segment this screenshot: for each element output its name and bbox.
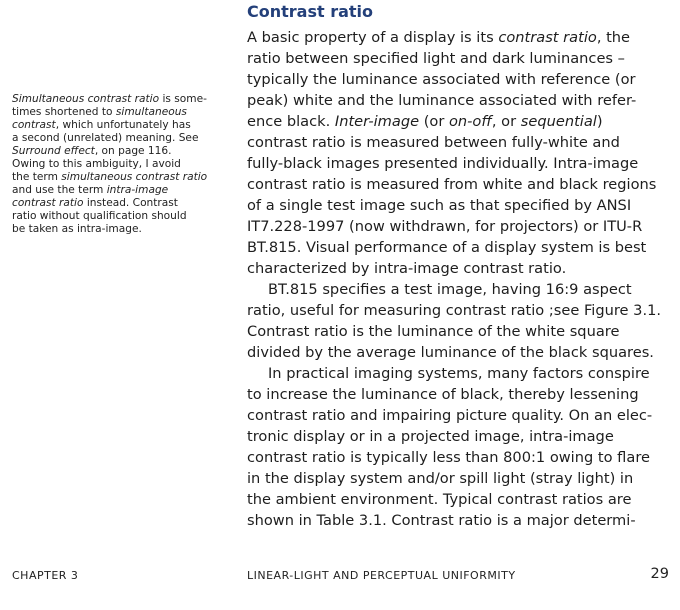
body-line (247, 237, 673, 258)
margin-note-line (12, 132, 237, 145)
paragraph-2 (247, 279, 673, 363)
body-text (247, 27, 673, 531)
margin-note-line (12, 119, 237, 132)
margin-note-line (12, 158, 237, 171)
text-run: ence black. (247, 113, 335, 130)
italic-term: Inter-image (334, 113, 420, 130)
body-line (247, 48, 673, 69)
body-line (247, 258, 673, 279)
body-line (247, 27, 673, 48)
margin-note-line (12, 184, 237, 197)
italic-term: simultaneous (115, 106, 187, 118)
body-line (247, 279, 673, 300)
text-run: , on page 116. (94, 145, 172, 157)
italic-term: contrast ratio (498, 29, 597, 46)
section-heading: Contrast ratio (247, 2, 374, 21)
margin-note-line (12, 106, 237, 119)
body-line (247, 69, 673, 90)
italic-term: contrast (12, 119, 56, 131)
footer-running-title: LINEAR-LIGHT AND PERCEPTUAL UNIFORMITY (247, 569, 516, 582)
text-run: the ambient environment. Typical contrast ratios are (247, 491, 632, 508)
body-line (247, 426, 673, 447)
text-run: Owing to this ambiguity, I avoid (12, 158, 181, 170)
margin-note-line (12, 210, 237, 223)
body-line (247, 195, 673, 216)
text-run: the term (12, 171, 62, 183)
margin-note-line (12, 223, 237, 236)
italic-term: contrast ratio (12, 197, 84, 209)
body-line (247, 384, 673, 405)
text-run: contrast ratio is measured from white and black regions (247, 176, 657, 193)
text-run: is some- (159, 93, 207, 105)
body-line (247, 153, 673, 174)
body-line (247, 321, 673, 342)
text-run: be taken as intra-image. (12, 223, 142, 235)
text-run: (or (419, 113, 449, 130)
margin-note-line (12, 171, 237, 184)
text-run: times shortened to (12, 106, 116, 118)
text-run: fully-black images presented individually. Intra-image (247, 155, 639, 172)
paragraph-3 (247, 363, 673, 531)
body-line (247, 447, 673, 468)
text-run: A basic property of a display is its (247, 29, 499, 46)
text-run: BT.815 specifies a test image, having 16:9 aspect (268, 281, 632, 298)
body-line (247, 132, 673, 153)
text-run: In practical imaging systems, many factors conspire (268, 365, 650, 382)
margin-note (12, 93, 237, 236)
text-run: ratio without qualification should (12, 210, 187, 222)
body-line (247, 363, 673, 384)
text-run: BT.815. Visual performance of a display system is best (247, 239, 647, 256)
text-run: to increase the luminance of black, thereby lessening (247, 386, 639, 403)
text-run: contrast ratio is measured between fully-white and (247, 134, 620, 151)
footer-chapter: CHAPTER 3 (12, 569, 79, 582)
italic-term: on-off (448, 113, 492, 130)
text-run: IT7.228-1997 (now withdrawn, for projectors) or ITU-R (247, 218, 643, 235)
body-line (247, 90, 673, 111)
margin-note-line (12, 145, 237, 158)
paragraph-1 (247, 27, 673, 279)
body-line (247, 405, 673, 426)
body-line (247, 111, 673, 132)
text-run: in the display system and/or spill light (stray light) in (247, 470, 634, 487)
text-run: shown in Table 3.1. Contrast ratio is a major determi- (247, 512, 636, 529)
text-run: contrast ratio and impairing picture quality. On an elec- (247, 407, 653, 424)
body-line (247, 510, 673, 531)
italic-term: Surround effect (12, 145, 95, 157)
text-run: , which unfortunately has (55, 119, 191, 131)
text-run: ratio, useful for measuring contrast ratio ;see Figure 3.1. (247, 302, 662, 319)
text-run: ) (596, 113, 603, 130)
text-run: , or (491, 113, 521, 130)
text-run: typically the luminance associated with reference (or (247, 71, 636, 88)
italic-term: intra-image (106, 184, 169, 196)
italic-term: sequential (520, 113, 597, 130)
italic-term: simultaneous contrast ratio (61, 171, 208, 183)
text-run: characterized by intra-image contrast ratio. (247, 260, 567, 277)
body-line (247, 468, 673, 489)
text-run: instead. Contrast (83, 197, 178, 209)
body-line (247, 342, 673, 363)
body-line (247, 174, 673, 195)
body-line (247, 489, 673, 510)
text-run: and use the term (12, 184, 107, 196)
body-line (247, 300, 673, 321)
text-run: tronic display or in a projected image, intra-image (247, 428, 614, 445)
text-run: of a single test image such as that specified by ANSI (247, 197, 632, 214)
text-run: divided by the average luminance of the black squares. (247, 344, 654, 361)
text-run: Contrast ratio is the luminance of the white square (247, 323, 620, 340)
margin-note-line (12, 93, 237, 106)
text-run: ratio between specified light and dark luminances – (247, 50, 625, 67)
body-line (247, 216, 673, 237)
text-run: peak) white and the luminance associated with refer- (247, 92, 637, 109)
margin-note-line (12, 197, 237, 210)
page-number: 29 (650, 566, 669, 582)
italic-term: Simultaneous contrast ratio (12, 93, 160, 105)
text-run: , the (596, 29, 631, 46)
text-run: contrast ratio is typically less than 800:1 owing to flare (247, 449, 650, 466)
text-run: a second (unrelated) meaning. See (12, 132, 199, 144)
